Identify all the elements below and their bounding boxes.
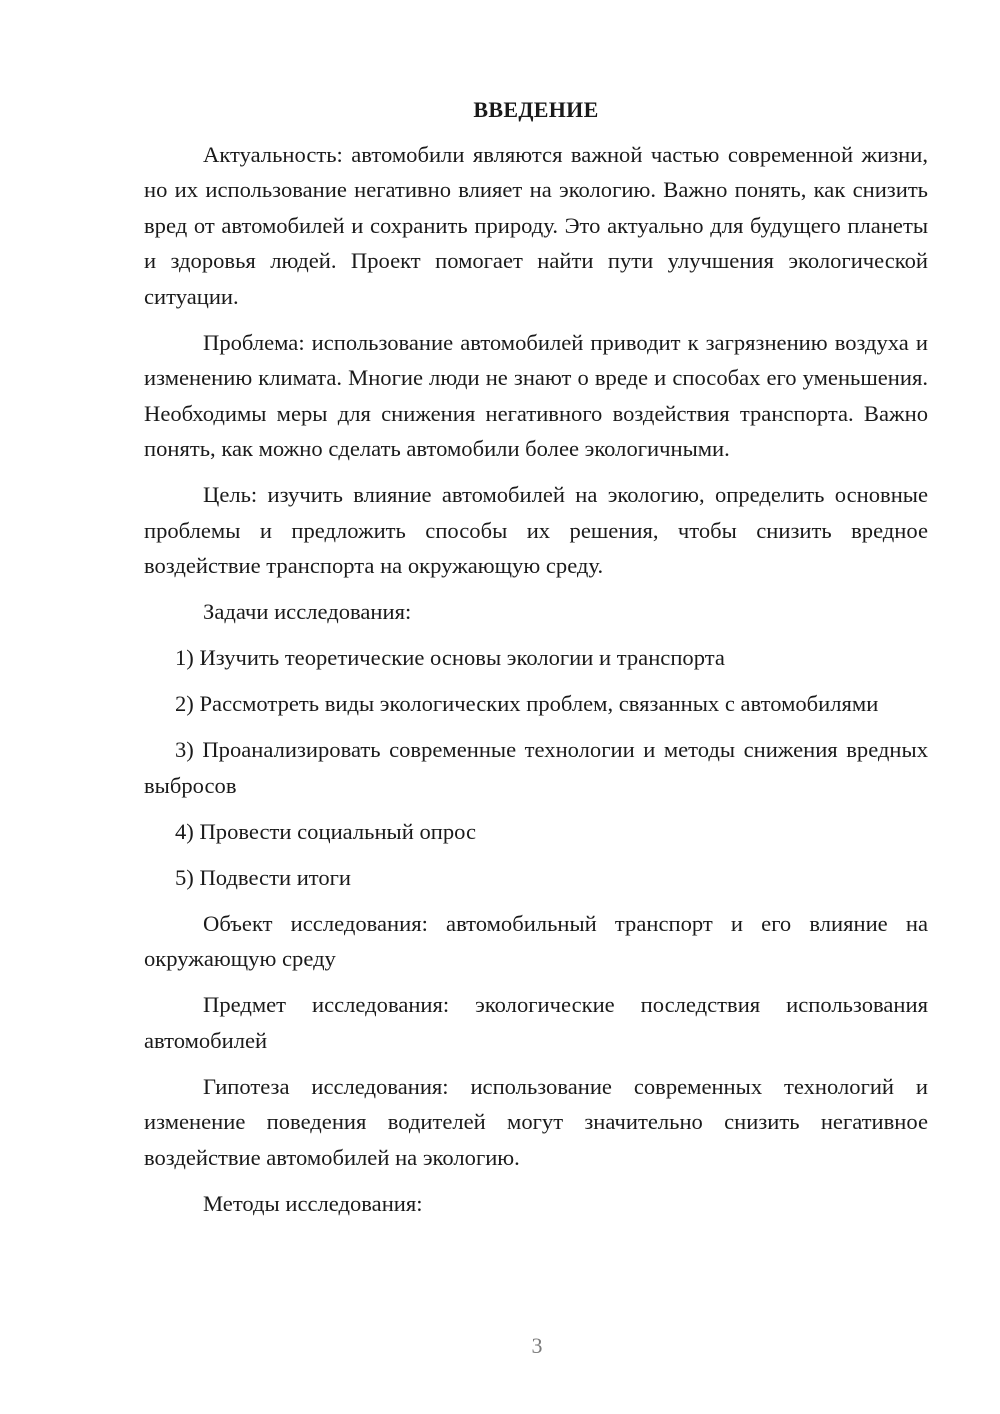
task-item-2: 2) Рассмотреть виды экологических проблем, связанных с автомобилями — [175, 691, 879, 716]
paragraph-goal: Цель: изучить влияние автомобилей на экологию, определить основные проблемы и предложить способы их решения, чтобы снизить вредное воздействие транспорта на окружающую среду. — [144, 482, 928, 578]
paragraph-hypothesis: Гипотеза исследования: использование современных технологий и изменение поведения водителей могут значительно снизить негативное воздействие автомобилей на экологию. — [144, 1073, 928, 1170]
task-item-5: 5) Подвести итоги — [175, 864, 352, 890]
task-item-3: 3) Проанализировать современные технологии и методы снижения вредных выбросов — [144, 737, 928, 798]
paragraph-relevance: Актуальность: автомобили являются важной частью современной жизни, но их использование негативно влияет на экологию. Важно понять, как снизить вред от автомобилей и сохранить природу. Это актуально для будущего планеты и здоровья людей. Проект помогает найти пути улучшения экологической ситуации. — [144, 141, 928, 309]
task-item-1: 1) Изучить теоретические основы экологии и транспорта — [175, 645, 725, 670]
page-title: ВВЕДЕНИЕ — [473, 97, 599, 122]
page-number: 3 — [531, 1333, 543, 1358]
paragraph-tasks-heading: Задачи исследования: — [203, 599, 412, 624]
task-item-4: 4) Провести социальный опрос — [175, 818, 477, 844]
paragraph-methods: Методы исследования: — [203, 1190, 423, 1216]
document-body — [144, 92, 928, 1232]
paragraph-problem: Проблема: использование автомобилей приводит к загрязнению воздуха и изменению климата. Многие люди не знают о вреде и способах его уменьшения. Необходимы меры для снижения негативного воздействия транспорта. Важно понять, как можно сделать автомобили более экологичными. — [144, 329, 928, 461]
paragraph-subject: Предмет исследования: экологические последствия использования автомобилей — [144, 992, 928, 1053]
paragraph-object: Объект исследования: автомобильный транспорт и его влияние на окружающую среду — [144, 910, 928, 971]
